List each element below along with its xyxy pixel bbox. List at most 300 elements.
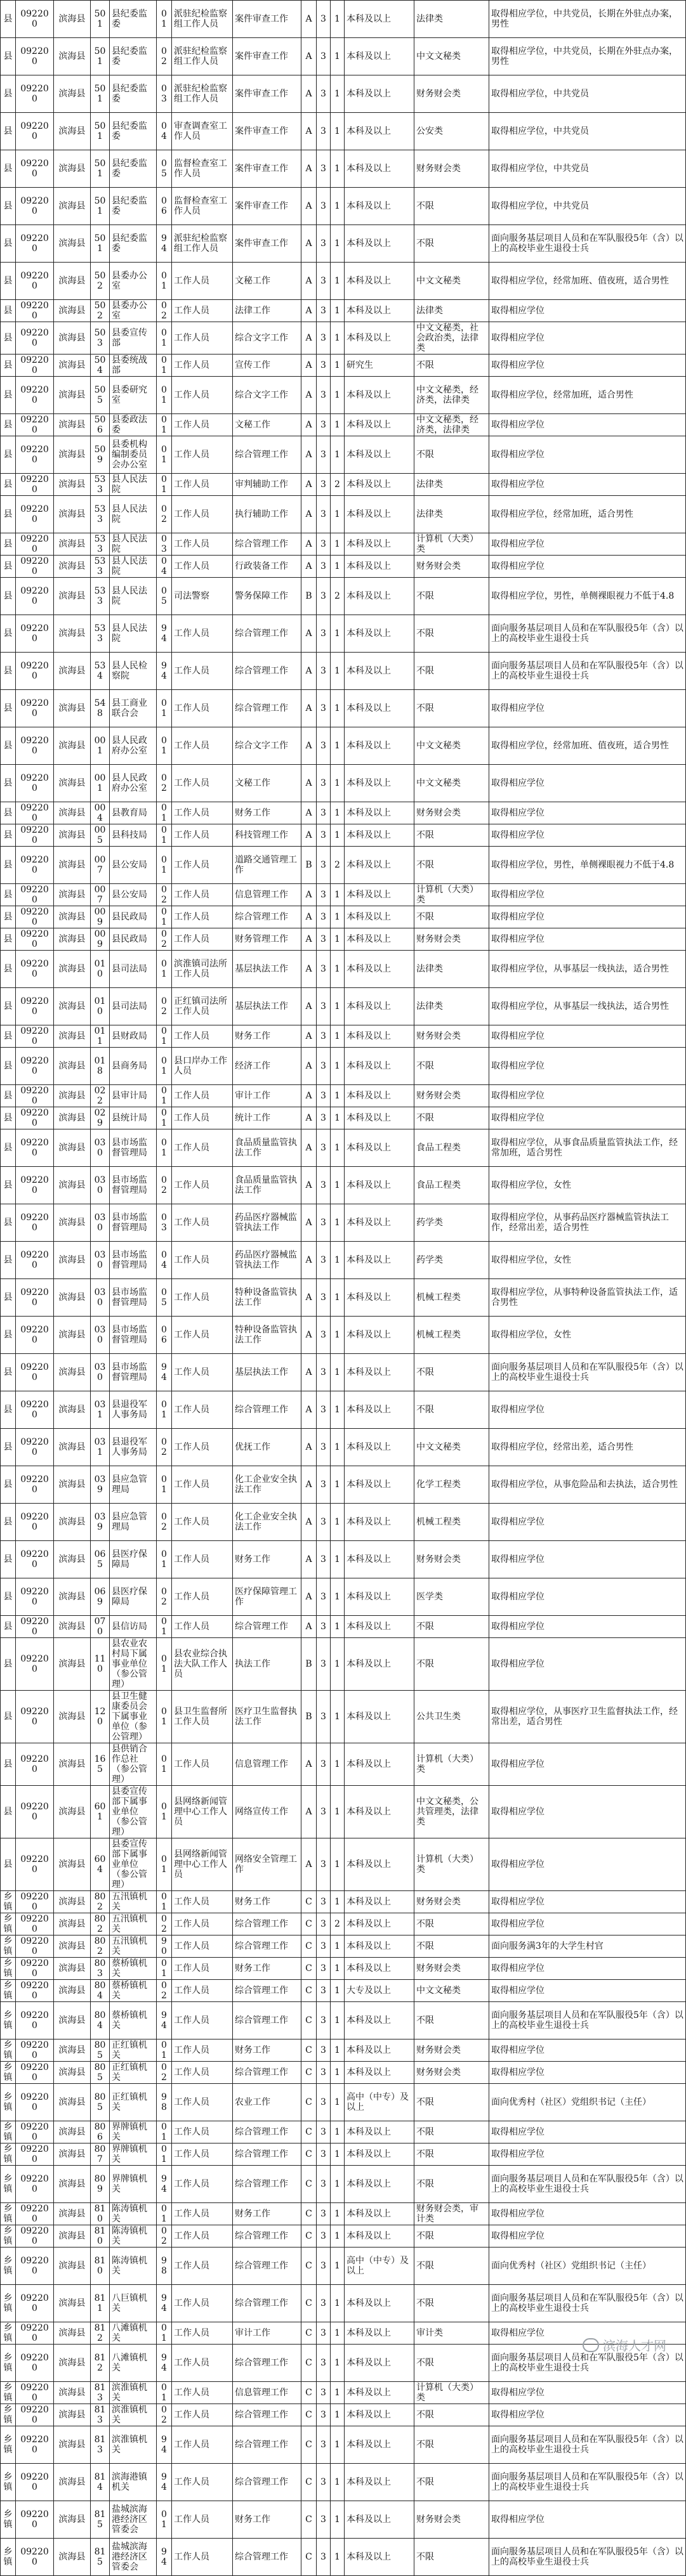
cell-category: C	[301, 2464, 317, 2501]
cell-category: A	[301, 300, 317, 322]
cell-category: A	[301, 988, 317, 1025]
table-row	[1, 1504, 686, 1541]
cell-ratio: 3	[317, 322, 331, 355]
cell-major: 财务财会类	[414, 2501, 489, 2539]
cell-post-duty: 案件审查工作	[233, 38, 301, 75]
cell-code: 092200	[16, 765, 54, 802]
cell-ratio: 3	[317, 1167, 331, 1204]
cell-category: A	[301, 1, 317, 38]
table-row	[1, 414, 686, 436]
cell-unit-name: 蔡桥镇机关	[110, 1958, 157, 1980]
cell-unit-code: 533	[91, 496, 110, 533]
cell-post-duty: 化工企业安全执法工作	[233, 1466, 301, 1504]
cell-unit-code: 070	[91, 1616, 110, 1638]
cell-unit-name: 县公安局	[110, 884, 157, 906]
cell-category: A	[301, 1025, 317, 1048]
cell-remarks: 取得相应学位	[489, 1107, 686, 1129]
cell-count: 1	[331, 1429, 345, 1466]
cell-count: 1	[331, 802, 345, 824]
cell-count: 1	[331, 1935, 345, 1958]
cell-count: 1	[331, 2247, 345, 2285]
cell-level: 乡镇	[1, 2062, 16, 2084]
cell-region: 滨海县	[54, 2225, 91, 2247]
cell-unit-name: 县退役军人事务局	[110, 1429, 157, 1466]
cell-code: 092200	[16, 1504, 54, 1541]
cell-post-name: 滨淮镇司法所工作人员	[172, 951, 233, 988]
cell-unit-code: 533	[91, 533, 110, 556]
cell-category: A	[301, 1048, 317, 1085]
cell-level: 县	[1, 1085, 16, 1107]
cell-unit-name: 县人民法院	[110, 556, 157, 578]
cell-unit-name: 正红镇机关	[110, 2039, 157, 2062]
cell-category: C	[301, 2426, 317, 2464]
cell-code: 092200	[16, 533, 54, 556]
cell-unit-code: 010	[91, 988, 110, 1025]
cell-category: C	[301, 2501, 317, 2539]
cell-level: 乡镇	[1, 2121, 16, 2143]
cell-unit-name: 五汛镇机关	[110, 1935, 157, 1958]
cell-level: 县	[1, 1, 16, 38]
cell-post-code: 94	[157, 2345, 172, 2382]
cell-region: 滨海县	[54, 1048, 91, 1085]
cell-category: B	[301, 578, 317, 615]
cell-major: 公安类	[414, 113, 489, 150]
cell-post-duty: 综合文字工作	[233, 322, 301, 355]
cell-remarks: 面向服务基层项目人员和在军队服役5年（含）以上的高校毕业生退役士兵	[489, 2166, 686, 2203]
cell-level: 县	[1, 653, 16, 690]
cell-post-name: 工作人员	[172, 765, 233, 802]
cell-category: A	[301, 1786, 317, 1838]
cell-code: 092200	[16, 474, 54, 496]
cell-unit-code: 809	[91, 2166, 110, 2203]
cell-unit-name: 县卫生健康委员会下属事业单位（参公管理）	[110, 1691, 157, 1743]
cell-education: 本科及以上	[345, 1504, 414, 1541]
cell-post-name: 工作人员	[172, 300, 233, 322]
cell-post-duty: 综合管理工作	[233, 2062, 301, 2084]
cell-unit-name: 县委统战部	[110, 355, 157, 377]
cell-education: 研究生	[345, 355, 414, 377]
cell-education: 本科及以上	[345, 377, 414, 414]
cell-region: 滨海县	[54, 824, 91, 847]
cell-ratio: 3	[317, 225, 331, 263]
cell-unit-name: 县委办公室	[110, 300, 157, 322]
cell-ratio: 3	[317, 1242, 331, 1279]
cell-unit-code: 604	[91, 1838, 110, 1891]
cell-ratio: 3	[317, 653, 331, 690]
cell-region: 滨海县	[54, 75, 91, 113]
cell-category: C	[301, 2062, 317, 2084]
cell-category: A	[301, 824, 317, 847]
cell-education: 大专及以上	[345, 1980, 414, 2002]
cell-major: 不限	[414, 2247, 489, 2285]
cell-post-name: 工作人员	[172, 824, 233, 847]
cell-unit-code: 804	[91, 1980, 110, 2002]
cell-ratio: 3	[317, 1204, 331, 1242]
cell-level: 县	[1, 150, 16, 188]
cell-count: 1	[331, 1204, 345, 1242]
cell-remarks: 面向服务基层项目人员和在军队服役5年（含）以上的高校毕业生退役士兵	[489, 2285, 686, 2322]
cell-count: 1	[331, 1279, 345, 1317]
cell-count: 1	[331, 355, 345, 377]
cell-region: 滨海县	[54, 377, 91, 414]
cell-count: 1	[331, 2002, 345, 2039]
cell-category: A	[301, 951, 317, 988]
cell-level: 县	[1, 1691, 16, 1743]
cell-post-code: 02	[157, 884, 172, 906]
cell-count: 1	[331, 1786, 345, 1838]
cell-major: 化学工程类	[414, 1466, 489, 1504]
cell-remarks: 取得相应学位	[489, 906, 686, 928]
cell-major: 财务财会类	[414, 802, 489, 824]
cell-post-name: 工作人员	[172, 2247, 233, 2285]
cell-count: 1	[331, 2382, 345, 2404]
cell-ratio: 3	[317, 690, 331, 727]
cell-post-code: 94	[157, 615, 172, 653]
cell-unit-code: 803	[91, 1958, 110, 1980]
cell-code: 092200	[16, 75, 54, 113]
cell-remarks: 取得相应学位，女性	[489, 1167, 686, 1204]
cell-level: 乡镇	[1, 2426, 16, 2464]
cell-count: 1	[331, 414, 345, 436]
table-row	[1, 1638, 686, 1691]
cell-ratio: 3	[317, 1786, 331, 1838]
cell-category: A	[301, 474, 317, 496]
cell-region: 滨海县	[54, 322, 91, 355]
cell-remarks: 取得相应学位	[489, 690, 686, 727]
cell-post-duty: 药品医疗器械监管执法工作	[233, 1242, 301, 1279]
cell-major: 计算机（大类）类	[414, 884, 489, 906]
cell-education: 本科及以上	[345, 2322, 414, 2345]
cell-remarks: 取得相应学位	[489, 322, 686, 355]
cell-code: 092200	[16, 556, 54, 578]
cell-category: B	[301, 1638, 317, 1691]
cell-education: 本科及以上	[345, 988, 414, 1025]
cell-count: 1	[331, 1317, 345, 1354]
cell-remarks: 面向服务基层项目人员和在军队服役5年（含）以上的高校毕业生退役士兵	[489, 225, 686, 263]
cell-post-name: 工作人员	[172, 2285, 233, 2322]
cell-region: 滨海县	[54, 2322, 91, 2345]
cell-ratio: 3	[317, 802, 331, 824]
cell-unit-name: 县人民检察院	[110, 653, 157, 690]
table-row	[1, 1743, 686, 1786]
cell-category: A	[301, 1242, 317, 1279]
cell-major: 法律类	[414, 951, 489, 988]
cell-post-name: 工作人员	[172, 690, 233, 727]
cell-post-code: 01	[157, 2203, 172, 2225]
cell-post-duty: 财务工作	[233, 1891, 301, 1913]
cell-unit-name: 县委宣传部下属事业单位（参公管理）	[110, 1786, 157, 1838]
cell-code: 092200	[16, 496, 54, 533]
cell-count: 1	[331, 188, 345, 225]
cell-code: 092200	[16, 2247, 54, 2285]
cell-ratio: 3	[317, 2382, 331, 2404]
cell-count: 1	[331, 113, 345, 150]
cell-code: 092200	[16, 1838, 54, 1891]
cell-post-name: 工作人员	[172, 2345, 233, 2382]
cell-region: 滨海县	[54, 113, 91, 150]
cell-ratio: 3	[317, 1466, 331, 1504]
cell-unit-code: 503	[91, 322, 110, 355]
cell-ratio: 3	[317, 2062, 331, 2084]
cell-level: 县	[1, 1429, 16, 1466]
cell-unit-name: 县人民政府办公室	[110, 727, 157, 765]
cell-ratio: 3	[317, 150, 331, 188]
cell-education: 高中（中专）及以上	[345, 2084, 414, 2121]
cell-count: 1	[331, 322, 345, 355]
cell-ratio: 3	[317, 2426, 331, 2464]
cell-post-name: 工作人员	[172, 2203, 233, 2225]
cell-post-code: 01	[157, 1616, 172, 1638]
cell-remarks: 取得相应学位	[489, 2404, 686, 2426]
cell-region: 滨海县	[54, 496, 91, 533]
cell-ratio: 3	[317, 1354, 331, 1391]
cell-unit-name: 八滩镇机关	[110, 2322, 157, 2345]
cell-post-name: 工作人员	[172, 436, 233, 474]
cell-education: 本科及以上	[345, 533, 414, 556]
cell-unit-code: 502	[91, 263, 110, 300]
cell-count: 1	[331, 2426, 345, 2464]
cell-unit-name: 县科技局	[110, 824, 157, 847]
cell-post-code: 01	[157, 1541, 172, 1578]
cell-category: A	[301, 884, 317, 906]
cell-post-code: 90	[157, 1935, 172, 1958]
cell-level: 县	[1, 1616, 16, 1638]
cell-ratio: 3	[317, 1913, 331, 1935]
table-row	[1, 1204, 686, 1242]
cell-major: 食品工程类	[414, 1167, 489, 1204]
cell-unit-code: 814	[91, 2464, 110, 2501]
cell-post-duty: 综合管理工作	[233, 2121, 301, 2143]
cell-unit-code: 533	[91, 556, 110, 578]
cell-post-name: 工作人员	[172, 263, 233, 300]
cell-code: 092200	[16, 38, 54, 75]
cell-post-code: 01	[157, 377, 172, 414]
cell-count: 1	[331, 2039, 345, 2062]
cell-post-code: 04	[157, 1242, 172, 1279]
cell-major: 法律类	[414, 300, 489, 322]
cell-ratio: 3	[317, 75, 331, 113]
cell-remarks: 取得相应学位	[489, 824, 686, 847]
cell-level: 县	[1, 1504, 16, 1541]
cell-count: 1	[331, 1107, 345, 1129]
cell-education: 本科及以上	[345, 1279, 414, 1317]
cell-post-code: 01	[157, 824, 172, 847]
cell-unit-name: 县应急管理局	[110, 1504, 157, 1541]
cell-level: 县	[1, 38, 16, 75]
cell-post-duty: 医疗保障管理工作	[233, 1578, 301, 1616]
cell-post-duty: 综合管理工作	[233, 653, 301, 690]
cell-remarks: 取得相应学位，女性	[489, 1317, 686, 1354]
cell-unit-code: 501	[91, 150, 110, 188]
cell-count: 1	[331, 75, 345, 113]
cell-post-name: 工作人员	[172, 727, 233, 765]
cell-code: 092200	[16, 1354, 54, 1391]
cell-category: A	[301, 1204, 317, 1242]
cell-post-duty: 法律工作	[233, 300, 301, 322]
cell-code: 092200	[16, 1317, 54, 1354]
cell-post-name: 工作人员	[172, 1391, 233, 1429]
cell-region: 滨海县	[54, 1167, 91, 1204]
cell-code: 092200	[16, 2203, 54, 2225]
cell-level: 县	[1, 1578, 16, 1616]
cell-ratio: 3	[317, 556, 331, 578]
cell-post-duty: 财务工作	[233, 1541, 301, 1578]
cell-unit-name: 县委宣传部	[110, 322, 157, 355]
cell-post-duty: 综合管理工作	[233, 1913, 301, 1935]
cell-unit-name: 县人民政府办公室	[110, 765, 157, 802]
cell-code: 092200	[16, 225, 54, 263]
cell-level: 县	[1, 355, 16, 377]
cell-post-name: 工作人员	[172, 1317, 233, 1354]
cell-post-duty: 综合管理工作	[233, 1391, 301, 1429]
cell-level: 县	[1, 1242, 16, 1279]
cell-region: 滨海县	[54, 802, 91, 824]
cell-level: 县	[1, 847, 16, 884]
cell-post-code: 01	[157, 2121, 172, 2143]
cell-post-name: 工作人员	[172, 2322, 233, 2345]
cell-post-duty: 行政装备工作	[233, 556, 301, 578]
cell-major: 中文文秘类	[414, 765, 489, 802]
cell-post-name: 工作人员	[172, 2501, 233, 2539]
cell-count: 1	[331, 2203, 345, 2225]
cell-count: 1	[331, 2285, 345, 2322]
cell-post-duty: 综合管理工作	[233, 2426, 301, 2464]
cell-post-duty: 统计工作	[233, 1107, 301, 1129]
cell-ratio: 3	[317, 1743, 331, 1786]
cell-code: 092200	[16, 113, 54, 150]
table-row	[1, 578, 686, 615]
cell-remarks: 取得相应学位，从事药品医疗器械监管执法工作，经常出差，适合男性	[489, 1204, 686, 1242]
cell-count: 1	[331, 2121, 345, 2143]
cell-remarks: 取得相应学位	[489, 1958, 686, 1980]
cell-post-name: 司法警察	[172, 578, 233, 615]
cell-remarks: 取得相应学位	[489, 1786, 686, 1838]
cell-category: A	[301, 1317, 317, 1354]
cell-unit-name: 县民政局	[110, 928, 157, 951]
cell-major: 不限	[414, 2464, 489, 2501]
cell-level: 县	[1, 578, 16, 615]
cell-region: 滨海县	[54, 1616, 91, 1638]
cell-category: A	[301, 1578, 317, 1616]
cell-category: A	[301, 38, 317, 75]
cell-ratio: 3	[317, 263, 331, 300]
cell-unit-code: 813	[91, 2426, 110, 2464]
cell-category: A	[301, 1129, 317, 1167]
table-row	[1, 1391, 686, 1429]
cell-major: 财务财会类	[414, 75, 489, 113]
cell-level: 县	[1, 1786, 16, 1838]
cell-unit-name: 滨淮镇机关	[110, 2382, 157, 2404]
cell-code: 092200	[16, 1, 54, 38]
cell-major: 药学类	[414, 1204, 489, 1242]
cell-remarks: 取得相应学位，从事基层一线执法，适合男性	[489, 951, 686, 988]
cell-code: 092200	[16, 824, 54, 847]
cell-code: 092200	[16, 2539, 54, 2576]
cell-education: 本科及以上	[345, 1743, 414, 1786]
cell-major: 食品工程类	[414, 1129, 489, 1167]
cell-level: 县	[1, 300, 16, 322]
cell-post-code: 02	[157, 38, 172, 75]
cell-category: A	[301, 802, 317, 824]
cell-category: A	[301, 355, 317, 377]
cell-education: 本科及以上	[345, 225, 414, 263]
cell-unit-name: 县医疗保障局	[110, 1578, 157, 1616]
cell-unit-code: 815	[91, 2539, 110, 2576]
cell-major: 不限	[414, 2084, 489, 2121]
cell-major: 不限	[414, 2539, 489, 2576]
cell-ratio: 3	[317, 2345, 331, 2382]
cell-region: 滨海县	[54, 2426, 91, 2464]
cell-major: 财务财会类，审计类	[414, 2203, 489, 2225]
cell-code: 092200	[16, 690, 54, 727]
cell-post-duty: 网络安全管理工作	[233, 1838, 301, 1891]
cell-post-code: 06	[157, 188, 172, 225]
cell-count: 1	[331, 225, 345, 263]
cell-count: 1	[331, 1466, 345, 1504]
cell-level: 乡镇	[1, 1913, 16, 1935]
cell-ratio: 3	[317, 1429, 331, 1466]
cell-code: 092200	[16, 1107, 54, 1129]
cell-unit-name: 县人民法院	[110, 474, 157, 496]
table-row	[1, 355, 686, 377]
cell-code: 092200	[16, 1429, 54, 1466]
cell-major: 不限	[414, 1048, 489, 1085]
cell-region: 滨海县	[54, 2464, 91, 2501]
cell-remarks: 取得相应学位	[489, 765, 686, 802]
cell-major: 不限	[414, 2225, 489, 2247]
cell-unit-code: 815	[91, 2501, 110, 2539]
cell-post-duty: 综合管理工作	[233, 2225, 301, 2247]
cell-level: 乡镇	[1, 2539, 16, 2576]
cell-unit-code: 022	[91, 1085, 110, 1107]
cell-ratio: 3	[317, 414, 331, 436]
cell-post-duty: 基层执法工作	[233, 1354, 301, 1391]
cell-post-duty: 财务工作	[233, 2501, 301, 2539]
cell-post-code: 01	[157, 1891, 172, 1913]
cell-remarks: 取得相应学位，从事基层一线执法，适合男性	[489, 988, 686, 1025]
cell-unit-code: 065	[91, 1541, 110, 1578]
cell-major: 公共卫生类	[414, 1691, 489, 1743]
table-row	[1, 951, 686, 988]
cell-level: 县	[1, 1167, 16, 1204]
cell-region: 滨海县	[54, 474, 91, 496]
cell-post-name: 工作人员	[172, 2404, 233, 2426]
cell-level: 乡镇	[1, 2084, 16, 2121]
cell-unit-code: 811	[91, 2285, 110, 2322]
cell-ratio: 3	[317, 1935, 331, 1958]
cell-level: 县	[1, 556, 16, 578]
cell-post-code: 03	[157, 75, 172, 113]
cell-unit-name: 县市场监督管理局	[110, 1129, 157, 1167]
cell-post-name: 工作人员	[172, 2382, 233, 2404]
table-row	[1, 533, 686, 556]
cell-remarks: 取得相应学位	[489, 414, 686, 436]
cell-post-duty: 综合管理工作	[233, 615, 301, 653]
cell-unit-name: 县人民法院	[110, 496, 157, 533]
cell-post-duty: 案件审查工作	[233, 225, 301, 263]
cell-remarks: 面向服务基层项目人员和在军队服役5年（含）以上的高校毕业生退役士兵	[489, 615, 686, 653]
cell-count: 1	[331, 653, 345, 690]
cell-post-duty: 综合管理工作	[233, 2404, 301, 2426]
cell-unit-name: 县供销合作总社（参公管理）	[110, 1743, 157, 1786]
cell-remarks: 取得相应学位，经常加班、值夜班，适合男性	[489, 727, 686, 765]
cell-ratio: 3	[317, 1, 331, 38]
cell-region: 滨海县	[54, 884, 91, 906]
cell-region: 滨海县	[54, 556, 91, 578]
cell-post-code: 01	[157, 1085, 172, 1107]
table-row	[1, 1466, 686, 1504]
cell-region: 滨海县	[54, 2166, 91, 2203]
